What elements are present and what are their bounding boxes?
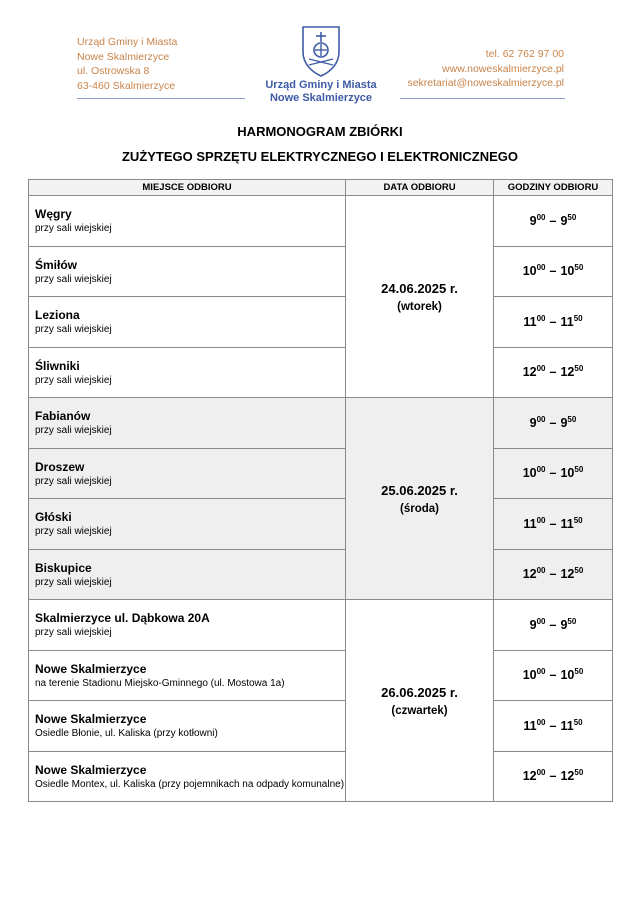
place-name: Nowe Skalmierzyce [35,661,147,676]
start-minutes: 00 [536,768,546,778]
place-detail: przy sali wiejskiej [35,324,112,336]
hours-cell [494,499,613,550]
hour-separator: – [549,466,557,481]
hour-separator: – [549,718,557,733]
place-name: Nowe Skalmierzyce [35,762,147,777]
place-cell [29,246,346,297]
end-hour: 12 [560,365,575,380]
hours-cell [494,549,613,600]
phone-text: tel. 62 762 97 00 [485,48,564,60]
start-hour: 10 [522,264,537,279]
start-minutes: 00 [536,566,546,576]
place-detail: Osiedle Błonie, ul. Kaliska (przy kotłowni) [35,728,218,740]
start-hour: 12 [522,769,537,784]
table-row [29,751,613,802]
table-row [29,347,613,398]
place-detail: przy sali wiejskiej [35,526,112,538]
hours-cell [494,347,613,398]
office-address-block [77,35,177,93]
place-cell [29,398,346,449]
start-hour: 10 [522,466,537,481]
table-body [29,196,613,802]
start-minutes: 00 [536,616,546,626]
start-hour: 12 [522,365,537,380]
start-minutes: 00 [536,717,546,727]
collection-weekday: (czwartek) [391,704,448,717]
place-detail: przy sali wiejskiej [35,223,112,235]
place-name: Węgry [35,207,72,222]
place-name: Śmiłów [35,257,78,272]
office-name-line: Urząd Gminy i Miasta [265,79,377,91]
table-row [29,196,613,247]
place-cell [29,701,346,752]
start-hour: 11 [523,314,537,329]
place-cell [29,499,346,550]
end-hour: 11 [560,314,574,329]
start-minutes: 00 [536,667,546,677]
column-header-date: DATA ODBIORU [346,180,494,196]
place-detail: Osiedle Montex, ul. Kaliska (przy pojemnikach na odpady komunalne) [35,778,345,790]
start-hour: 9 [529,617,537,632]
place-cell [29,347,346,398]
hours-cell [494,448,613,499]
place-cell [29,297,346,348]
table-row [29,600,613,651]
place-cell [29,549,346,600]
start-hour: 9 [529,415,537,430]
hours-cell [494,650,613,701]
address-line: ul. Ostrowska 8 [77,65,150,77]
address-line: 63-460 Skalmierzyce [77,79,176,92]
coat-of-arms-icon [298,22,344,78]
end-minutes: 50 [573,313,583,323]
place-detail: przy sali wiejskiej [35,273,112,285]
hour-separator: – [549,314,557,329]
header-divider-left [77,98,245,99]
table-row [29,297,613,348]
website-link[interactable]: www.noweskalmierzyce.pl [442,62,564,75]
collection-date: 26.06.2025 r. [381,684,458,700]
date-cell [346,600,494,802]
table-row [29,701,613,752]
end-hour: 10 [560,264,575,279]
document-subtitle: ZUŻYTEGO SPRZĘTU ELEKTRYCZNEGO I ELEKTRONICZNEGO [121,149,519,164]
end-minutes: 50 [567,616,577,626]
hours-cell [494,600,613,651]
end-hour: 10 [560,668,575,683]
hour-separator: – [549,516,557,531]
end-hour: 9 [560,415,568,430]
end-hour: 9 [560,617,568,632]
hour-separator: – [549,769,557,784]
place-name: Skalmierzyce ul. Dąbkowa 20A [35,611,210,626]
end-minutes: 50 [574,566,584,576]
hours-cell [494,701,613,752]
end-minutes: 50 [574,263,584,273]
place-name: Nowe Skalmierzyce [35,712,147,727]
column-header-hours: GODZINY ODBIORU [494,180,613,196]
hour-separator: – [549,415,557,430]
start-hour: 12 [522,567,537,582]
date-cell [346,398,494,600]
collection-weekday: (wtorek) [397,300,442,313]
collection-weekday: (środa) [400,502,439,515]
end-minutes: 50 [574,667,584,677]
place-cell [29,600,346,651]
column-header-place: MIEJSCE ODBIORU [29,180,346,196]
hours-cell [494,246,613,297]
end-minutes: 50 [573,515,583,525]
end-hour: 11 [560,718,574,733]
end-minutes: 50 [574,364,584,374]
end-hour: 11 [560,516,574,531]
place-detail: przy sali wiejskiej [35,576,112,588]
hour-separator: – [549,567,557,582]
hour-separator: – [549,213,557,228]
end-hour: 9 [560,213,568,228]
place-cell [29,751,346,802]
place-name: Droszew [35,459,85,474]
place-name: Biskupice [35,560,92,575]
office-name-line: Nowe Skalmierzyce [269,91,373,104]
end-minutes: 50 [567,212,577,222]
start-minutes: 00 [536,212,546,222]
place-detail: przy sali wiejskiej [35,425,112,437]
hour-separator: – [549,264,557,279]
end-hour: 12 [560,567,575,582]
hours-cell [494,751,613,802]
place-detail: przy sali wiejskiej [35,475,112,487]
place-detail: na terenie Stadionu Miejsko-Gminnego (ul. Mostowa 1a) [35,677,285,689]
start-minutes: 00 [536,364,546,374]
address-line: Urząd Gminy i Miasta [77,36,178,48]
place-cell [29,196,346,247]
end-minutes: 50 [574,465,584,475]
end-minutes: 50 [574,768,584,778]
end-hour: 12 [560,769,575,784]
start-minutes: 00 [536,414,546,424]
place-detail: przy sali wiejskiej [35,627,112,639]
address-line: Nowe Skalmierzyce [77,50,170,63]
place-name: Fabianów [35,409,91,424]
start-minutes: 00 [536,313,546,323]
end-hour: 10 [560,466,575,481]
place-cell [29,650,346,701]
start-hour: 10 [522,668,537,683]
hour-separator: – [549,617,557,632]
office-name [252,79,390,104]
place-name: Leziona [35,308,80,323]
start-hour: 9 [529,213,537,228]
table-row [29,650,613,701]
hours-cell [494,398,613,449]
place-name: Głóski [35,510,72,525]
place-name: Śliwniki [35,358,80,373]
place-detail: przy sali wiejskiej [35,374,112,386]
place-cell [29,448,346,499]
start-hour: 11 [523,516,537,531]
start-minutes: 00 [536,515,546,525]
hours-cell [494,196,613,247]
table-row [29,549,613,600]
collection-schedule-table [28,179,613,802]
contact-block [407,47,564,91]
hours-cell [494,297,613,348]
document-title: HARMONOGRAM ZBIÓRKI [237,124,403,139]
hour-separator: – [549,668,557,683]
table-header-row [29,180,613,196]
collection-date: 24.06.2025 r. [381,280,458,296]
end-minutes: 50 [567,414,577,424]
table-row [29,398,613,449]
table-row [29,499,613,550]
start-minutes: 00 [536,465,546,475]
start-hour: 11 [523,718,537,733]
date-cell [346,196,494,398]
email-link[interactable]: sekretariat@noweskalmierzyce.pl [407,77,564,89]
table-row [29,246,613,297]
table-row [29,448,613,499]
hour-separator: – [549,365,557,380]
end-minutes: 50 [573,717,583,727]
start-minutes: 00 [536,263,546,273]
collection-date: 25.06.2025 r. [381,482,458,498]
header-divider-right [400,98,565,99]
